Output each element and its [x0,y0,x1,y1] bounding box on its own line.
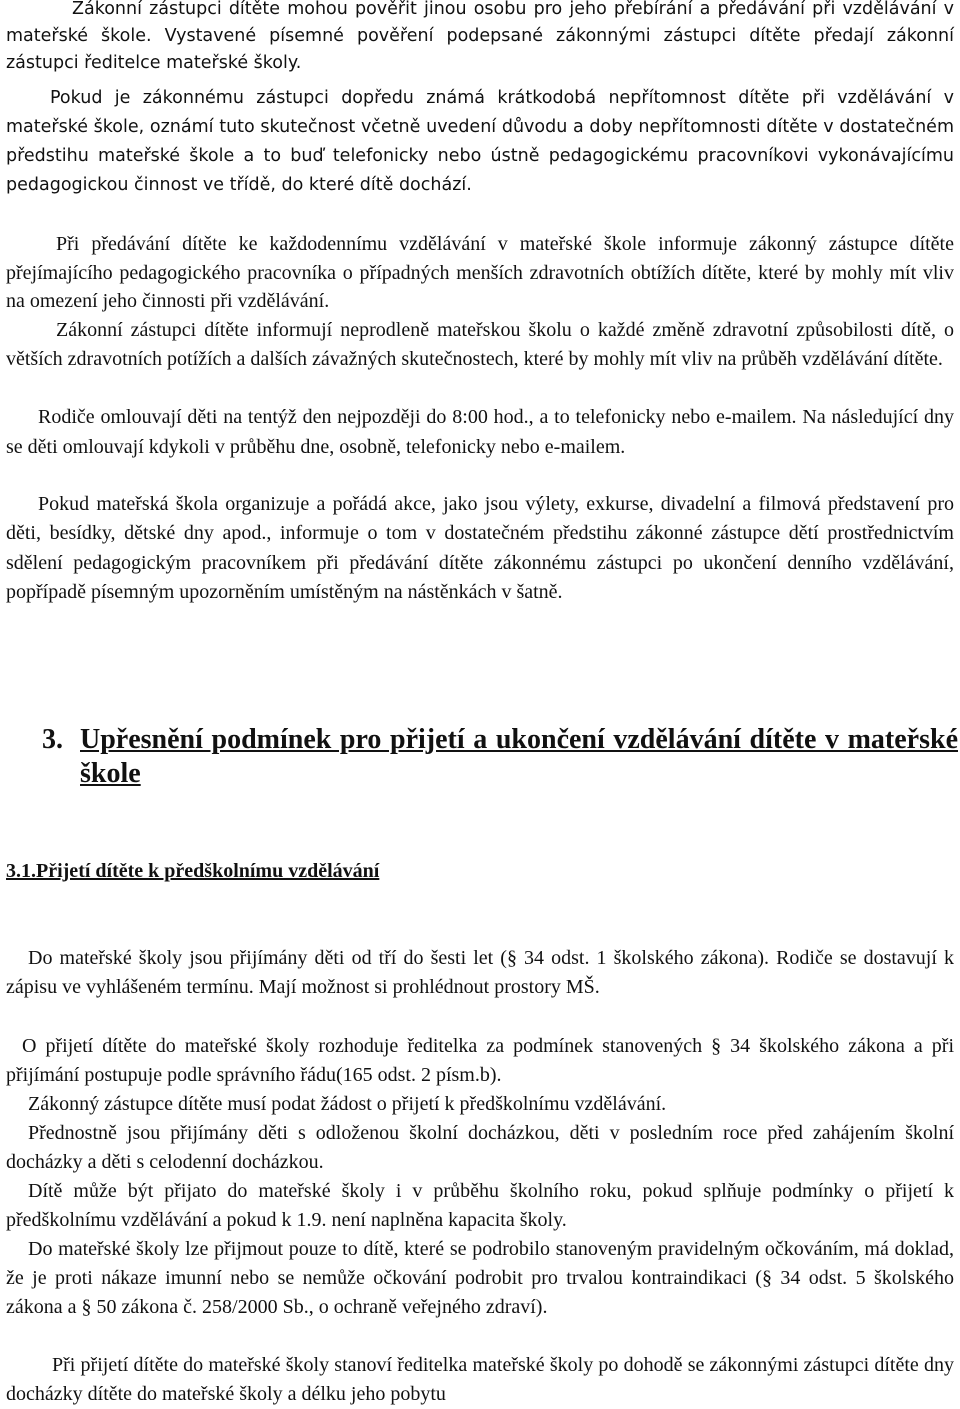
section-title: Upřesnění podmínek pro přijetí a ukončení vzdělávání dítěte v mateřské škole [80,724,958,789]
paragraph-absence-notice: Pokud je zákonnému zástupci dopředu známá krátkodobá nepřítomnost dítěte při vzdělávání v mateřské škole, oznámí tuto skutečnost včetně uvedení důvodu a doby nepřítomnosti dítěte v dostatečném předstihu mateřské škole a to buď telefonicky nebo ústně pedagogickému pracovníkovi vykonávajícímu pedagogickou činnost ve třídě, do které dítě dochází. [6,88,954,195]
section-heading [42,723,958,791]
paragraph-admission-age: Do mateřské školy jsou přijímány děti od tří do šesti let (§ 34 odst. 1 školského zákona). Rodiče se dostavují k zápisu ve vyhlášeném termínu. Mají možnost si prohlédnout prostory MŠ. [6,947,954,998]
paragraph-admission-decision: O přijetí dítěte do mateřské školy rozhoduje ředitelka za podmínek stanovených § 34 školského zákona a při přijímání postupuje podle správního řádu(165 odst. 2 písm.b). [6,1035,954,1086]
paragraph-application: Zákonný zástupce dítěte musí podat žádost o přijetí k předškolnímu vzdělávání. [28,1093,667,1115]
paragraph-attendance: Při přijetí dítěte do mateřské školy stanoví ředitelka mateřské školy po dohodě se zákonnými zástupci dítěte dny docházky dítěte do mateřské školy a délku jeho pobytu [6,1354,954,1405]
paragraph-authorization: Zákonní zástupci dítěte mohou pověřit jinou osobu pro jeho přebírání a předávání při vzdělávání v mateřské škole. Vystavené písemné pověření podepsané zákonnými zástupci dítěte předají zákonní zástupci ředitelce mateřské školy. [6,0,954,73]
paragraph-excuses: Rodiče omlouvají děti na tentýž den nejpozději do 8:00 hod., a to telefonicky nebo e-mailem. Na následující dny se děti omlouvají kdykoli v průběhu dne, osobně, telefonicky nebo e-mailem. [6,406,954,458]
section-number: 3. [42,724,63,755]
paragraph-mid-year: Dítě může být přijato do mateřské školy i v průběhu školního roku, pokud splňuje podmínky o přijetí k předškolnímu vzdělávání a pokud k 1.9. není naplněna kapacita školy. [6,1180,954,1231]
paragraph-vaccination: Do mateřské školy lze přijmout pouze to dítě, které se podrobilo stanoveným pravidelným očkováním, má doklad, že je proti nákaze imunní nebo se nemůže očkování podrobit pro trvalou kontraindikaci (§ 34 odst. 5 školského zákona a § 50 zákona č. 258/2000 Sb., o ochraně veřejného zdraví). [6,1238,954,1318]
paragraph-health-changes: Zákonní zástupci dítěte informují neprodleně mateřskou školu o každé změně zdravotní způsobilosti dítě, o větších zdravotních potížích a dalších závažných skutečnostech, které by mohly mít vliv na průběh vzdělávání dítěte. [6,319,954,370]
paragraph-events: Pokud mateřská škola organizuje a pořádá akce, jako jsou výlety, exkurse, divadelní a filmová představení pro děti, besídky, dětské dny apod., informuje o tom v dostatečném předstihu zákonné zástupce dětí prostřednictvím sdělení pedagogickým pracovníkem při předávání dítěte zákonnému zástupci po ukončení denního vzdělávání, popřípadě písemným upozorněním umístěným na nástěnkách v šatně. [6,493,954,604]
paragraph-health-info: Při předávání dítěte ke každodennímu vzdělávání v mateřské škole informuje zákonný zástupce dítěte přejímajícího pedagogického pracovníka o případných menších zdravotních obtížích dítěte, které by mohly mít vliv na omezení jeho činnosti při vzdělávání. [6,233,954,313]
subsection-heading: 3.1.Přijetí dítěte k předškolnímu vzdělávání [6,860,380,882]
paragraph-priority: Přednostně jsou přijímány děti s odloženou školní docházkou, děti v posledním roce před zahájením školní docházky a děti s celodenní docházkou. [6,1122,954,1173]
